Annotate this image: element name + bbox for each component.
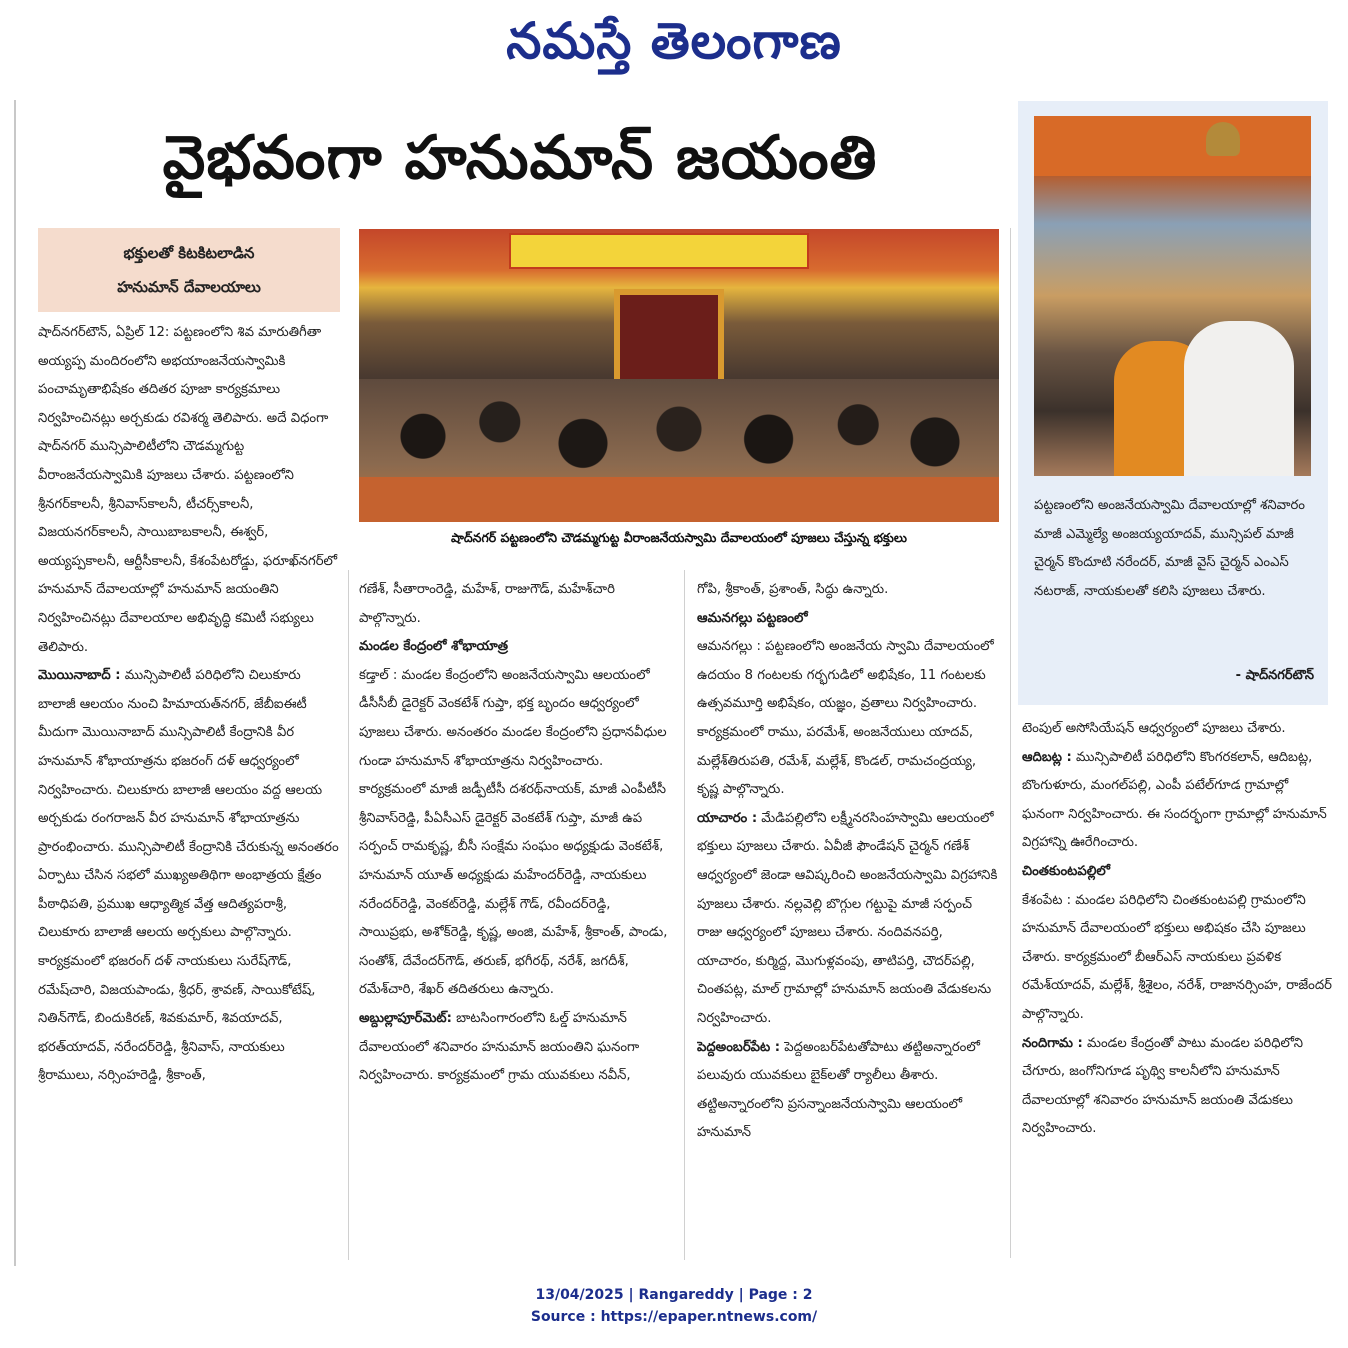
article-paragraph — [359, 633, 669, 662]
article-paragraph — [1022, 1030, 1332, 1144]
bell-icon — [1206, 122, 1240, 156]
article-headline: వైభవంగా హనుమాన్ జయంతి — [162, 123, 878, 193]
paragraph-text: కడ్తాల్ : మండల కేంద్రంలోని అంజనేయస్వామి ఆలయంలో డీసీసీబీ డైరెక్టర్ వెంకటేశ్ గుప్తా, భక్త బృందం ఆధ్వర్యంలో పూజలు చేశారు. అనంతరం మండల కేంద్రంలోని ప్రధానవీధుల గుండా హనుమాన్ శోభాయాత్రను నిర్వహించారు. కార్యక్రమంలో మాజీ జడ్పీటీసీ దశరథ్‌నాయక్, మాజీ ఎంపీటీసీ శ్రీనివాస్‌రెడ్డి, పీఏసీఎస్ డైరెక్టర్ వెంకటేశ్ గుప్తా, మాజీ ఉప సర్పంచ్ రామకృష్ణ, బీసీ సంక్షేమ సంఘం అధ్యక్షుడు వెంకటేశ్, హనుమాన్ యూత్ అధ్యక్షుడు మహేందర్‌రెడ్డి, నాయకులు నరేందర్‌రెడ్డి, వెంకట్‌రెడ్డి, మల్లేశ్ గౌడ్, రవీందర్‌రెడ్డి, సాయిప్రభు, అశోక్‌రెడ్డి, కృష్ణ, అంజి, మహేశ్, శ్రీకాంత్, పాండు, సంతోశ్, దేవేందర్‌గౌడ్, తరుణ్, భగీరథ్, నరేశ్, జగదీశ్, రమేశ్‌చారి, శేఖర్ తదితరులు ఉన్నారు. — [359, 667, 668, 998]
subheadline-line-1: భక్తులతో కిటకిటలాడిన — [123, 244, 255, 262]
article-column-2 — [359, 576, 669, 1251]
article-column-4 — [1022, 715, 1332, 1255]
left-margin-rule — [14, 100, 16, 1266]
footer-source-link[interactable]: Source : https://epaper.ntnews.com/ — [530, 1309, 818, 1325]
paragraph-dateline: చింతకుంటపల్లిలో — [1022, 863, 1110, 879]
sidebar-photo — [1034, 116, 1311, 476]
photo-roof — [1034, 116, 1311, 176]
paragraph-dateline: యాచారం : — [697, 810, 758, 826]
photo-altar — [359, 477, 999, 522]
column-divider — [1010, 228, 1011, 1258]
article-paragraph — [1022, 715, 1332, 744]
article-paragraph — [697, 605, 1000, 634]
article-paragraph — [359, 662, 669, 1005]
subheadline-box — [38, 228, 340, 312]
paragraph-text: టెంపుల్ అసోసియేషన్ ఆధ్వర్యంలో పూజలు చేశారు. — [1022, 721, 1286, 736]
paragraph-dateline: అబ్దుల్లాపూర్‌మెట్: — [359, 1010, 452, 1026]
paragraph-text: మేడిపల్లిలోని లక్ష్మీనరసింహస్వామి ఆలయంలో భక్తులు పూజలు చేశారు. ఏవీజీ ఫౌండేషన్ చైర్మన్ గణేశ్ ఆధ్వర్యంలో జెండా ఆవిష్కరించి అంజనేయస్వామి విగ్రహానికి పూజలు చేశారు. నల్లవెల్లి బొగ్గుల గట్టుపై మాజీ సర్పంచ్ రాజు ఆధ్వర్యంలో పూజలు చేశారు. నందివనపర్తి, యాచారం, కుర్మిద్ద, మొగుళ్లవంపు, తాటిపర్తి, చౌదర్‌పల్లి, చింతపట్ల, మాల్ గ్రామాల్లో హనుమాన్ జయంతి వేడుకలను నిర్వహించారు. — [697, 810, 998, 1026]
paragraph-dateline: మండల కేంద్రంలో శోభాయాత్ర — [359, 639, 509, 655]
paragraph-dateline: ఆమనగల్లు పట్టణంలో — [697, 610, 808, 626]
sidebar-caption: పట్టణంలోని అంజనేయస్వామి దేవాలయాల్లో శనివారం మాజీ ఎమ్మెల్యే అంజయ్యయాదవ్, మున్సిపల్ మాజీ చైర్మన్ కొందూటి నరేందర్, మాజీ వైస్ చైర్మన్ ఎంఎస్ నటరాజ్, నాయకులతో కలిసి పూజలు చేశారు. — [1034, 498, 1305, 599]
paragraph-text: గణేశ్, సీతారాంరెడ్డి, మహేశ్, రాజుగౌడ్, మహేశ్‌చారి పాల్గొన్నారు. — [359, 582, 615, 626]
paragraph-text: బాటసింగారంలోని ఓల్డ్ హనుమాన్ దేవాలయంలో శనివారం హనుమాన్ జయంతిని ఘనంగా నిర్వహించారు. కార్యక్రమంలో గ్రామ యువకులు నవీన్, — [359, 1010, 640, 1084]
article-column-1 — [38, 319, 340, 1249]
sidebar-byline: - షాద్‌నగర్‌టౌన్ — [1235, 668, 1314, 683]
article-paragraph — [697, 805, 1000, 1034]
article-paragraph — [1022, 858, 1332, 887]
footer-edition-info: 13/04/2025 | Rangareddy | Page : 2 — [535, 1287, 813, 1303]
main-photo-caption: షాద్‌నగర్ పట్టణంలోని చౌడమ్మగుట్ట వీరాంజనేయస్వామి దేవాలయంలో పూజలు చేస్తున్న భక్తులు — [450, 530, 908, 545]
photo-person-white — [1184, 321, 1294, 476]
article-paragraph — [697, 576, 1000, 605]
article-paragraph — [697, 633, 1000, 805]
paragraph-text: ఆమనగల్లు : పట్టణంలోని అంజనేయ స్వామి దేవాలయంలో ఉదయం 8 గంటలకు గర్భగుడిలో అభిషేకం, 11 గంటలకు ఉత్సవమూర్తి అభిషేకం, యజ్ఞం, వ్రతాలు నిర్వహించారు. కార్యక్రమంలో రాము, పరమేశ్, అంజనేయులు యాదవ్, మల్లేశ్‌తిరుపతి, రమేశ్, మల్లేశ్, కొండల్, రామచంద్రయ్య, కృష్ణ పాల్గొన్నారు. — [697, 639, 994, 798]
subheadline-line-2: హనుమాన్ దేవాలయాలు — [117, 278, 261, 296]
article-paragraph — [1022, 744, 1332, 858]
column-divider — [684, 570, 685, 1260]
page-footer — [0, 1284, 1348, 1328]
column-divider — [348, 570, 349, 1260]
paragraph-text: మున్సిపాలిటీ పరిధిలోని కొంగరకలాన్, ఆదిబట్ల, బొంగుళూరు, మంగల్‌పల్లి, ఎంపీ పటేల్‌గూడ గ్రామాల్లో ఘనంగా నిర్వహించారు. ఈ సందర్భంగా గ్రామాల్లో హనుమాన్ విగ్రహాన్ని ఊరేగించారు. — [1022, 749, 1327, 851]
article-paragraph — [359, 576, 669, 633]
paragraph-dateline: పెద్దఅంబర్‌పేట : — [697, 1039, 781, 1055]
paragraph-dateline: మొయినాబాద్ : — [38, 668, 121, 684]
temple-crowd-photo — [359, 229, 999, 522]
paragraph-text: షాద్‌నగర్‌టౌన్, ఏప్రిల్ 12: పట్టణంలోని శివ మారుతిగీతా అయ్యప్ప మందిరంలోని అభయాంజనేయస్వామికి పంచామృతాభిషేకం తదితర పూజా కార్యక్రమాలు నిర్వహించినట్లు అర్చకుడు రవిశర్మ తెలిపారు. అదే విధంగా షాద్‌నగర్ మున్సిపాలిటీలోని చౌడమ్మగుట్ట వీరాంజనేయస్వామికి పూజలు చేశారు. పట్టణంలోని శ్రీనగర్‌కాలనీ, శ్రీనివాస్‌కాలనీ, టీచర్స్‌కాలనీ, విజయనగర్‌కాలనీ, సాయిబాబకాలనీ, ఈశ్వర్, అయ్యప్పకాలనీ, ఆర్టీసీకాలనీ, కేశంపేటరోడ్డు, ఫరూఖ్‌నగర్‌లో హనుమాన్ దేవాలయాల్లో హనుమాన్ జయంతిని నిర్వహించినట్లు దేవాలయాల అభివృద్ధి కమిటీ సభ్యులు తెలిపారు. — [38, 325, 338, 655]
article-paragraph — [38, 319, 340, 662]
paragraph-text: పెద్దఅంబర్‌పేటతోపాటు తట్టిఅన్నారంలో పలువురు యువకులు బైక్‌లతో ర్యాలీలు తీశారు. తట్టిఅన్నారంలోని ప్రసన్నాంజనేయస్వామి ఆలయంలో హనుమాన్ — [697, 1039, 980, 1141]
article-paragraph — [1022, 887, 1332, 1030]
article-column-3 — [697, 576, 1000, 1251]
paragraph-text: గోపి, శ్రీకాంత్, ప్రశాంత్, సిద్ధు ఉన్నారు. — [697, 582, 889, 597]
article-paragraph — [697, 1034, 1000, 1148]
photo-banner — [509, 233, 809, 269]
article-paragraph — [38, 662, 340, 1091]
paragraph-dateline: ఆదిబట్ల : — [1022, 749, 1072, 765]
masthead-logo: నమస్తే తెలంగాణ — [506, 12, 842, 70]
paragraph-text: మున్సిపాలిటీ పరిధిలోని చిలుకూరు బాలాజీ ఆలయం నుంచి హిమాయత్‌నగర్, జేబీఐఈటీ మీదుగా మొయినాబాద్ మున్సిపాలిటీ కేంద్రానికి వీర హనుమాన్ శోభాయాత్రను భజరంగ్ దళ్ ఆధ్వర్యంలో నిర్వహించారు. చిలుకూరు బాలాజీ ఆలయం వద్ద ఆలయ అర్చకుడు రంగరాజన్ వీర హనుమాన్ శోభాయాత్రను ప్రారంభించారు. మున్సిపాలిటీ కేంద్రానికి చేరుకున్న అనంతరం ఏర్పాటు చేసిన సభలో ముఖ్యఅతిథిగా అంభాత్రయ క్షేత్రం పీఠాధిపతి, ప్రముఖ ఆధ్యాత్మిక వేత్త ఆదిత్యపరాశ్రీ, చిలుకూరు బాలాజీ ఆలయ అర్చకులు పాల్గొన్నారు. కార్యక్రమంలో భజరంగ్ దళ్ నాయకులు సురేష్‌గౌడ్, రమేష్‌చారి, విజయపాండు, శ్రీధర్, శ్రావణ్, సాయికోటేష్, నితిన్‌గౌడ్, బిందుకిరణ్, శివకుమార్, శివయాదవ్, భరత్‌యాదవ్, నరేందర్‌రెడ్డి, శ్రీనివాస్, నాయకులు శ్రీరాములు, నర్సింహరెడ్డి, శ్రీకాంత్, — [38, 668, 339, 1084]
paragraph-text: మండల కేంద్రంతో పాటు మండల పరిధిలోని చేగూరు, జంగోనిగూడ పృథ్వి కాలనీలోని హనుమాన్ దేవాలయాల్లో శనివారం హనుమాన్ జయంతి వేడుకలు నిర్వహించారు. — [1022, 1035, 1304, 1137]
paragraph-text: కేశంపేట : మండల పరిధిలోని చింతకుంటపల్లి గ్రామంలోని హనుమాన్ దేవాలయంలో భక్తులు అభిషకం చేసి పూజలు చేశారు. కార్యక్రమంలో బీఆర్ఎస్ నాయకులు ప్రవళిక రమేశ్‌యాదవ్, మల్లేశ్, శ్రీశైలం, నరేశ్, రాజానర్సింహ, రాజేందర్ పాల్గొన్నారు. — [1022, 892, 1332, 1022]
article-paragraph — [359, 1005, 669, 1091]
paragraph-dateline: నందిగామ : — [1022, 1035, 1083, 1051]
